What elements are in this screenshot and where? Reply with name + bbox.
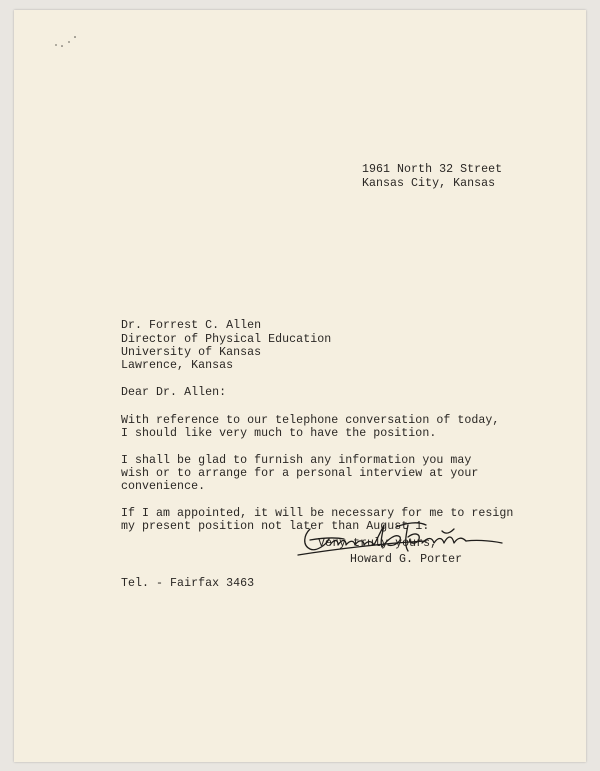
recipient-city: Lawrence, Kansas <box>121 359 234 372</box>
recipient-name: Dr. Forrest C. Allen <box>121 319 262 332</box>
letter-page <box>14 10 586 762</box>
paragraph-2-line-1: I shall be glad to furnish any information you may <box>121 454 472 467</box>
paragraph-3-line-2: my present position not later than August 1. <box>121 520 430 533</box>
paragraph-2-line-2: wish or to arrange for a personal interview at your <box>121 467 479 480</box>
telephone: Tel. - Fairfax 3463 <box>121 577 255 590</box>
paragraph-3-line-1: If I am appointed, it will be necessary for me to resign <box>121 507 514 520</box>
paragraph-1-line-1: With reference to our telephone conversation of today, <box>121 414 500 427</box>
closing: Very truly yours, <box>318 537 438 550</box>
recipient-institution: University of Kansas <box>121 346 262 359</box>
typed-name: Howard G. Porter <box>350 553 463 566</box>
recipient-title: Director of Physical Education <box>121 333 332 346</box>
return-address-street: 1961 North 32 Street <box>362 163 503 176</box>
salutation: Dear Dr. Allen: <box>121 386 227 399</box>
paragraph-2-line-3: convenience. <box>121 480 206 493</box>
paragraph-1-line-2: I should like very much to have the position. <box>121 427 437 440</box>
return-address-city: Kansas City, Kansas <box>362 177 496 190</box>
paper-specks <box>55 36 85 50</box>
